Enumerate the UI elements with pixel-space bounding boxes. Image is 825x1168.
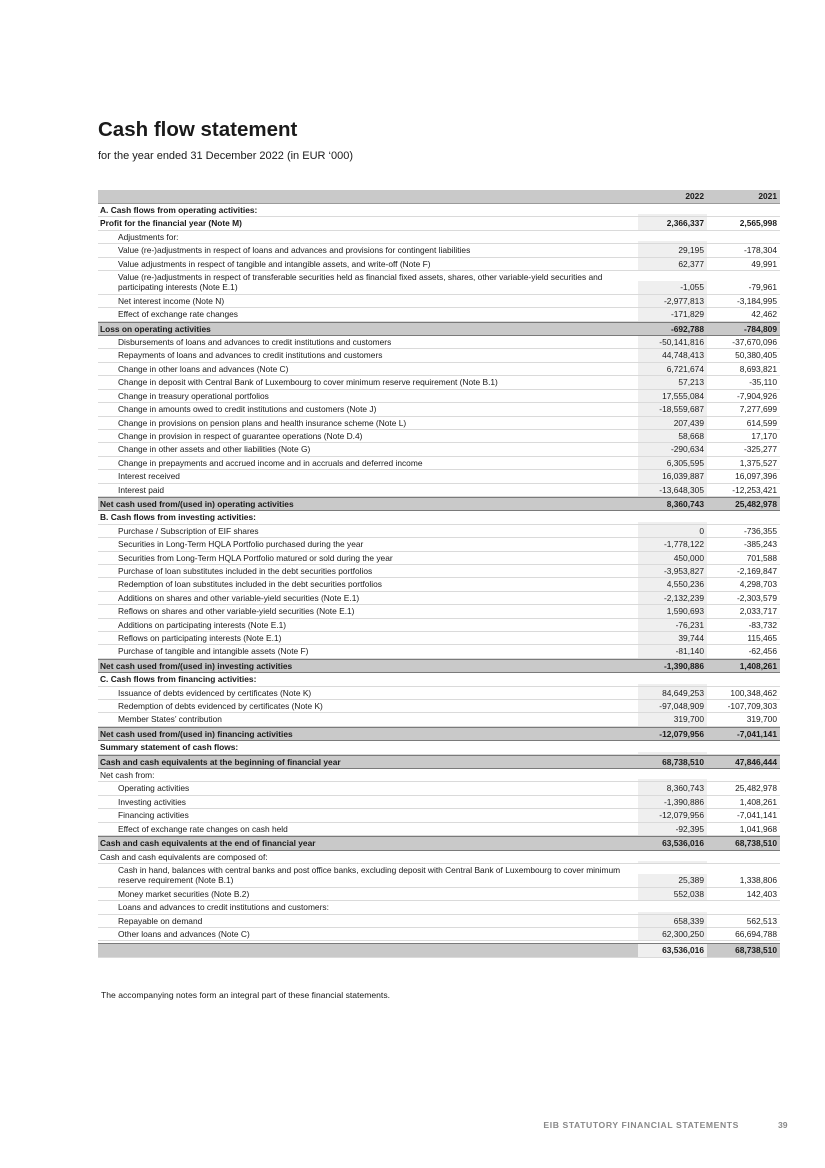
footnote: The accompanying notes form an integral part of these financial statements. — [101, 990, 391, 1000]
row-label: Cash and cash equivalents at the beginning of financial year — [100, 756, 341, 767]
row-label: Net cash used from/(used in) operating activities — [100, 498, 294, 509]
row-label: Effect of exchange rate changes on cash held — [118, 823, 288, 834]
value-2021: -7,904,926 — [736, 390, 777, 401]
table-header — [98, 190, 780, 204]
page-subtitle: for the year ended 31 December 2022 (in EUR ‘000) — [98, 150, 353, 162]
table-row — [98, 244, 780, 257]
row-label: Additions on participating interests (Note E.1) — [118, 619, 287, 630]
page-title: Cash flow statement — [98, 118, 298, 141]
table-row — [98, 915, 780, 928]
row-label: Net cash from: — [100, 770, 155, 781]
row-label: Net cash used from/(used in) investing activities — [100, 660, 293, 671]
value-2021: 142,403 — [746, 888, 777, 899]
row-label: Change in treasury operational portfolios — [118, 390, 269, 401]
value-2022 — [638, 779, 707, 781]
table-row — [98, 295, 780, 308]
value-2022: -2,977,813 — [638, 295, 707, 307]
row-label: Purchase of tangible and intangible assets (Note F) — [118, 646, 309, 657]
table-row — [98, 511, 780, 524]
table-row — [98, 809, 780, 822]
row-label: Summary statement of cash flows: — [100, 742, 239, 753]
row-label: Cash and cash equivalents are composed of: — [100, 851, 268, 862]
value-2022: -81,140 — [638, 645, 707, 657]
value-2021: 68,738,510 — [735, 945, 777, 956]
table-row — [98, 457, 780, 470]
table-row — [98, 443, 780, 456]
table-row — [98, 336, 780, 349]
table-row — [98, 928, 780, 941]
row-label: Change in deposit with Central Bank of Luxembourg to cover minimum reserve requirement (Note B.1) — [118, 377, 498, 388]
table-row — [98, 796, 780, 809]
table-row — [98, 592, 780, 605]
footer-title: EIB STATUTORY FINANCIAL STATEMENTS — [543, 1120, 739, 1130]
row-label: Repayable on demand — [118, 915, 203, 926]
value-2021: -2,169,847 — [736, 565, 777, 576]
table-row — [98, 322, 780, 336]
value-2022: -12,079,956 — [638, 728, 707, 740]
row-label: Redemption of loan substitutes included in the debt securities portfolios — [118, 579, 382, 590]
value-2022: 6,721,674 — [638, 363, 707, 375]
table-row — [98, 851, 780, 864]
row-label: Effect of exchange rate changes — [118, 309, 238, 320]
value-2021: 17,170 — [751, 430, 777, 441]
value-2022: 658,339 — [638, 915, 707, 927]
table-row — [98, 525, 780, 538]
row-label: Operating activities — [118, 783, 190, 794]
value-2022 — [638, 684, 707, 686]
table-row — [98, 403, 780, 416]
value-2021: -7,041,141 — [736, 810, 777, 821]
table-row — [98, 727, 780, 741]
value-2021: -83,732 — [748, 619, 777, 630]
row-label: Change in provision in respect of guarantee operations (Note D.4) — [118, 430, 363, 441]
row-label: Other loans and advances (Note C) — [118, 928, 250, 939]
value-2021: 25,482,978 — [735, 498, 777, 509]
row-label: Repayments of loans and advances to credit institutions and customers — [118, 350, 383, 361]
value-2021: -12,253,421 — [732, 484, 777, 495]
row-label: Change in amounts owed to credit institutions and customers (Note J) — [118, 404, 377, 415]
table-row — [98, 864, 780, 888]
value-2022: 8,360,743 — [638, 498, 707, 510]
table-row — [98, 888, 780, 901]
value-2022: -97,048,909 — [638, 700, 707, 712]
value-2022: -50,141,816 — [638, 336, 707, 348]
value-2022: -18,559,687 — [638, 403, 707, 415]
value-2021 — [711, 779, 780, 781]
table-row — [98, 565, 780, 578]
table-row — [98, 619, 780, 632]
table-row — [98, 204, 780, 217]
table-row — [98, 430, 780, 443]
value-2022: -1,778,122 — [638, 538, 707, 550]
row-label: Change in provisions on pension plans and health insurance scheme (Note L) — [118, 417, 407, 428]
table-row — [98, 700, 780, 713]
table-row — [98, 308, 780, 321]
row-label: Loans and advances to credit institutions and customers: — [118, 902, 329, 913]
row-label: Reflows on participating interests (Note E.1) — [118, 633, 282, 643]
table-row — [98, 552, 780, 565]
table-row — [98, 417, 780, 430]
value-2021: 562,513 — [746, 915, 777, 926]
row-label: Purchase of loan substitutes included in the debt securities portfolios — [118, 565, 373, 576]
value-2021: 614,599 — [746, 417, 777, 428]
value-2022: 25,389 — [638, 874, 707, 886]
row-label: Value (re-)adjustments in respect of transferable securities held as financial fixed assets, shares, other variable-yield securities and participating interests (Note E.1) — [118, 272, 603, 293]
row-label: Issuance of debts evidenced by certificates (Note K) — [118, 687, 312, 698]
column-2022: 2022 — [638, 190, 707, 202]
value-2021: 115,465 — [747, 633, 777, 643]
value-2022 — [638, 912, 707, 914]
value-2022: -290,634 — [638, 443, 707, 455]
table-row — [98, 782, 780, 795]
row-label: Change in other assets and other liabilities (Note G) — [118, 444, 311, 455]
row-label: Interest received — [118, 471, 180, 482]
value-2021: -3,184,995 — [736, 295, 777, 306]
value-2022: 2,366,337 — [638, 217, 707, 229]
value-2022 — [638, 861, 707, 863]
value-2022: 62,377 — [638, 258, 707, 270]
value-2022: 58,668 — [638, 430, 707, 442]
value-2022: 1,590,693 — [638, 605, 707, 617]
value-2021: 68,738,510 — [735, 838, 777, 849]
value-2021 — [711, 684, 780, 686]
table-row — [98, 901, 780, 914]
value-2022: -3,953,827 — [638, 565, 707, 577]
table-row — [98, 769, 780, 782]
value-2021: 16,097,396 — [735, 471, 777, 482]
table-row — [98, 231, 780, 244]
table-row — [98, 645, 780, 658]
value-2021: 1,338,806 — [739, 875, 777, 886]
row-label: Cash and cash equivalents at the end of financial year — [100, 838, 316, 849]
row-label: Money market securities (Note B.2) — [118, 888, 250, 899]
table-body — [98, 204, 780, 958]
table-row — [98, 755, 780, 769]
table-row — [98, 484, 780, 497]
value-2021: -37,670,096 — [732, 337, 777, 348]
table-row — [98, 376, 780, 389]
value-2021: 2,565,998 — [739, 218, 777, 229]
value-2021: -325,277 — [743, 444, 777, 455]
value-2021: -736,355 — [743, 525, 777, 536]
row-label: Additions on shares and other variable-yield securities (Note E.1) — [118, 592, 360, 603]
table-row — [98, 687, 780, 700]
row-label: Profit for the financial year (Note M) — [100, 218, 242, 229]
table-row — [98, 632, 780, 645]
row-label: Adjustments for: — [118, 231, 179, 242]
table-row — [98, 258, 780, 271]
header-label — [98, 196, 638, 198]
value-2022 — [638, 214, 707, 216]
value-2022: 63,536,016 — [638, 944, 707, 956]
row-label: Redemption of debts evidenced by certificates (Note K) — [118, 701, 323, 712]
value-2021: 47,846,444 — [735, 756, 777, 767]
table-row — [98, 659, 780, 673]
row-label: Change in other loans and advances (Note C) — [118, 363, 289, 374]
table-row — [98, 363, 780, 376]
table-row — [98, 836, 780, 850]
value-2021: 25,482,978 — [735, 783, 777, 794]
value-2021 — [711, 912, 780, 914]
value-2021: 1,408,261 — [739, 660, 777, 671]
value-2022: 57,213 — [638, 376, 707, 388]
value-2022: 16,039,887 — [638, 470, 707, 482]
value-2022: 552,038 — [638, 888, 707, 900]
row-label: Financing activities — [118, 810, 189, 821]
value-2022: 63,536,016 — [638, 837, 707, 849]
value-2022: -2,132,239 — [638, 592, 707, 604]
value-2022: 17,555,084 — [638, 390, 707, 402]
value-2021: 7,277,699 — [739, 404, 777, 415]
value-2021 — [711, 861, 780, 863]
value-2021: 1,408,261 — [739, 796, 777, 807]
column-2021: 2021 — [758, 191, 777, 202]
value-2021: 49,991 — [751, 258, 777, 269]
value-2021 — [711, 522, 780, 524]
row-label: B. Cash flows from investing activities: — [100, 512, 256, 523]
value-2021: -2,303,579 — [736, 592, 777, 603]
value-2022: 62,300,250 — [638, 928, 707, 940]
table-row — [98, 605, 780, 618]
row-label: Securities from Long-Term HQLA Portfolio matured or sold during the year — [118, 552, 393, 563]
table-row — [98, 271, 780, 295]
row-label: Loss on operating activities — [100, 323, 211, 334]
value-2021 — [711, 241, 780, 243]
value-2022: -76,231 — [638, 619, 707, 631]
table-row — [98, 823, 780, 836]
value-2022: 6,305,595 — [638, 457, 707, 469]
value-2021: -107,709,303 — [727, 701, 777, 712]
row-label: Cash in hand, balances with central banks and post office banks, excluding deposit with Central Bank of Luxembourg to cover minimum reserve requirement (Note B.1) — [118, 864, 621, 886]
row-label: Member States’ contribution — [118, 714, 222, 725]
row-label: Disbursements of loans and advances to credit institutions and customers — [118, 337, 392, 348]
value-2022: -13,648,305 — [638, 484, 707, 496]
value-2022 — [638, 752, 707, 754]
page-number: 39 — [778, 1120, 788, 1130]
value-2021: 701,588 — [746, 552, 777, 563]
value-2022: -1,055 — [638, 281, 707, 293]
value-2022: -1,390,886 — [638, 796, 707, 808]
row-label: Interest paid — [118, 484, 165, 495]
value-2021: 319,700 — [746, 714, 777, 725]
table-row — [98, 497, 780, 511]
value-2021 — [711, 752, 780, 754]
row-label: Net interest income (Note N) — [118, 295, 225, 306]
value-2022: 4,550,236 — [638, 578, 707, 590]
value-2022: -1,390,886 — [638, 660, 707, 672]
table-row — [98, 538, 780, 551]
value-2021 — [711, 214, 780, 216]
value-2022 — [638, 522, 707, 524]
value-2022: 39,744 — [638, 632, 707, 644]
value-2021: 66,694,788 — [735, 928, 777, 939]
value-2022: 29,195 — [638, 244, 707, 256]
row-label: Value (re-)adjustments in respect of loans and advances and provisions for contingent liabilities — [118, 245, 471, 256]
value-2022: 44,748,413 — [638, 349, 707, 361]
row-label: A. Cash flows from operating activities: — [100, 205, 258, 215]
value-2022: 8,360,743 — [638, 782, 707, 794]
value-2021: 1,041,968 — [739, 823, 777, 834]
value-2021: 50,380,405 — [735, 350, 777, 361]
value-2021: 4,298,703 — [739, 579, 777, 590]
value-2021: -178,304 — [743, 245, 777, 256]
value-2022: 0 — [638, 525, 707, 537]
row-label: Purchase / Subscription of EIF shares — [118, 525, 259, 536]
value-2022: -692,788 — [638, 323, 707, 335]
value-2021: -79,961 — [748, 282, 777, 293]
value-2021: -385,243 — [743, 539, 777, 550]
row-label: C. Cash flows from financing activities: — [100, 674, 257, 685]
table-row — [98, 470, 780, 483]
value-2021: -7,041,141 — [736, 728, 777, 739]
value-2021: -35,110 — [749, 377, 777, 388]
row-label: Change in prepayments and accrued income and in accruals and deferred income — [118, 457, 423, 468]
cash-flow-table — [98, 190, 780, 958]
value-2022: -171,829 — [638, 308, 707, 320]
value-2022: 84,649,253 — [638, 687, 707, 699]
table-row — [98, 943, 780, 957]
value-2022 — [638, 241, 707, 243]
row-label: Value adjustments in respect of tangible and intangible assets, and write-off (Note F) — [118, 258, 431, 269]
value-2021: 1,375,527 — [739, 457, 777, 468]
value-2021: 42,462 — [751, 309, 777, 320]
value-2022: -92,395 — [638, 823, 707, 835]
value-2022: -12,079,956 — [638, 809, 707, 821]
row-label: Investing activities — [118, 796, 186, 807]
row-label: Reflows on shares and other variable-yield securities (Note E.1) — [118, 606, 355, 617]
value-2022: 319,700 — [638, 713, 707, 725]
value-2021: 2,033,717 — [739, 606, 777, 617]
row-label — [98, 955, 638, 957]
table-row — [98, 673, 780, 686]
table-row — [98, 390, 780, 403]
table-row — [98, 741, 780, 754]
value-2021: -784,809 — [743, 323, 777, 334]
table-row — [98, 217, 780, 230]
table-row — [98, 713, 780, 726]
row-label: Net cash used from/(used in) financing activities — [100, 728, 293, 739]
value-2021: 100,348,462 — [730, 687, 777, 698]
value-2021: 8,693,821 — [739, 363, 777, 374]
table-row — [98, 578, 780, 591]
value-2022: 68,738,510 — [638, 756, 707, 768]
value-2022: 207,439 — [638, 417, 707, 429]
row-label: Securities in Long-Term HQLA Portfolio purchased during the year — [118, 539, 364, 550]
table-row — [98, 349, 780, 362]
value-2022: 450,000 — [638, 552, 707, 564]
value-2021: -62,456 — [748, 646, 777, 657]
